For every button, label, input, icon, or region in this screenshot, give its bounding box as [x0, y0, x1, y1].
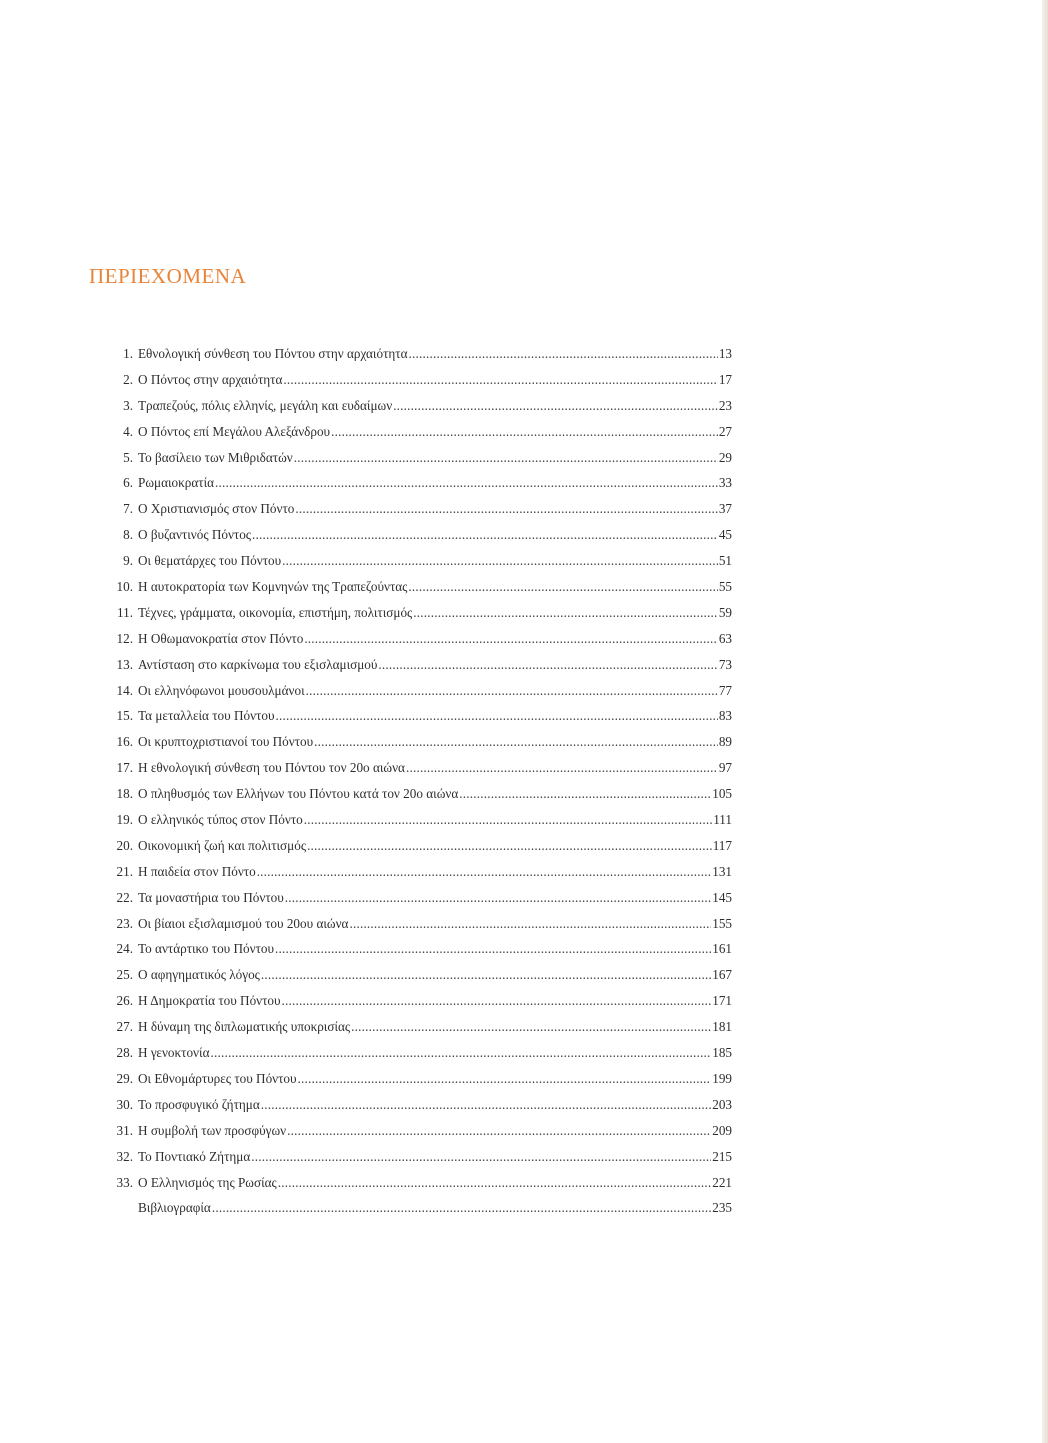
toc-leader-dots — [283, 372, 717, 388]
toc-entry — [104, 579, 732, 605]
toc-entry-page: 171 — [712, 993, 732, 1009]
toc-entry-title: Το βασίλειο των Μιθριδατών — [138, 449, 293, 465]
toc-entry — [104, 1019, 732, 1045]
toc-entry-page: 33 — [718, 475, 732, 491]
toc-leader-dots — [282, 993, 712, 1009]
toc-entry-title: Οι Εθνομάρτυρες του Πόντου — [138, 1070, 297, 1086]
toc-entry-page: 51 — [718, 553, 732, 569]
toc-entry-number: 25. — [116, 967, 133, 983]
toc-entry-page: 155 — [712, 915, 732, 931]
toc-entry-title: Η Δημοκρατία του Πόντου — [138, 993, 281, 1009]
toc-leader-dots — [210, 1045, 711, 1061]
toc-entry-page: 29 — [718, 449, 732, 465]
toc-entry-title: Ο πληθυσμός των Ελλήνων του Πόντου κατά τον 20ο αιώνα — [138, 786, 459, 802]
toc-entry-number: 31. — [116, 1122, 133, 1138]
toc-entry — [104, 967, 732, 993]
toc-entry-number: 28. — [116, 1045, 133, 1061]
toc-leader-dots — [257, 864, 712, 880]
toc-entry-number: 16. — [116, 734, 133, 750]
toc-entry — [104, 941, 732, 967]
toc-leader-dots — [275, 708, 717, 724]
toc-entry — [104, 372, 732, 398]
toc-entry-page: 105 — [712, 786, 732, 802]
toc-entry-title: Τραπεζούς, πόλις ελληνίς, μεγάλη και ευδαίμων — [138, 397, 393, 413]
toc-entry-title: Ρωμαιοκρατία — [138, 475, 215, 491]
toc-entry-page: 77 — [718, 682, 732, 698]
toc-leader-dots — [212, 1200, 711, 1216]
toc-entry-number: 26. — [116, 993, 133, 1009]
toc-entry-page: 185 — [712, 1045, 732, 1061]
toc-entry-title: Το αντάρτικο του Πόντου — [138, 941, 275, 957]
toc-entry — [104, 1123, 732, 1149]
toc-entry-page: 23 — [718, 397, 732, 413]
toc-entry — [104, 838, 732, 864]
toc-entry-number: 11. — [117, 604, 133, 620]
toc-entry-page: 37 — [718, 501, 732, 517]
toc-leader-dots — [351, 1019, 711, 1035]
toc-entry — [104, 864, 732, 890]
toc-entry — [104, 501, 732, 527]
toc-entry-title: Η εθνολογική σύνθεση του Πόντου τον 20ο αιώνα — [138, 760, 405, 776]
toc-entry — [104, 631, 732, 657]
toc-leader-dots — [349, 916, 711, 932]
toc-entry — [104, 553, 732, 579]
toc-leader-dots — [406, 760, 718, 776]
toc-entry-page: 215 — [712, 1148, 732, 1164]
toc-entry-title: Το προσφυγικό ζήτημα — [138, 1096, 260, 1112]
toc-entry — [104, 398, 732, 424]
toc-entry-page: 209 — [712, 1122, 732, 1138]
page-edge — [1042, 0, 1048, 1443]
toc-entry-number: 14. — [116, 682, 133, 698]
toc-entry-title: Οι θεματάρχες του Πόντου — [138, 553, 282, 569]
toc-entry-title: Η συμβολή των προσφύγων — [138, 1122, 287, 1138]
toc-entry-title: Εθνολογική σύνθεση του Πόντου στην αρχαιότητα — [138, 346, 408, 361]
toc-leader-dots — [413, 605, 718, 621]
toc-entry-title: Η δύναμη της διπλωματικής υποκρισίας — [138, 1019, 351, 1035]
toc-leader-dots — [314, 734, 718, 750]
toc-entry — [104, 450, 732, 476]
toc-entry-number: 15. — [116, 708, 133, 724]
toc-entry — [104, 760, 732, 786]
toc-entry — [104, 346, 732, 372]
toc-entry — [104, 1149, 732, 1175]
toc-entry-title: Τα μεταλλεία του Πόντου — [138, 708, 275, 724]
toc-entry-title: Οι βίαιοι εξισλαμισμού του 20ου αιώνα — [138, 915, 349, 931]
toc-entry-number: 12. — [116, 630, 133, 646]
toc-leader-dots — [393, 398, 718, 414]
toc-leader-dots — [408, 579, 717, 595]
toc-entry — [104, 657, 732, 683]
toc-entry-title: Η Οθωμανοκρατία στον Πόντο — [138, 630, 304, 646]
toc-leader-dots — [295, 501, 717, 517]
toc-entry-page: 199 — [712, 1070, 732, 1086]
toc-entry-number: 30. — [116, 1096, 133, 1112]
toc-leader-dots — [408, 346, 717, 362]
toc-entry-page: 27 — [718, 423, 732, 439]
toc-entry-number: 23. — [116, 915, 133, 931]
toc-entry-page: 97 — [718, 760, 732, 776]
toc-entry-page: 89 — [718, 734, 732, 750]
toc-entry-page: 131 — [712, 863, 732, 879]
toc-entry — [104, 605, 732, 631]
toc-leader-dots — [294, 450, 718, 466]
toc-leader-dots — [459, 786, 711, 802]
toc-entry-number: 3. — [123, 397, 133, 413]
toc-entry-number: 22. — [116, 889, 133, 905]
toc-entry-title: Τα μοναστήρια του Πόντου — [138, 889, 284, 905]
toc-entry-title: Αντίσταση στο καρκίνωμα του εξισλαμισμού — [138, 656, 378, 672]
toc-entry — [104, 683, 732, 709]
toc-entry-page: 45 — [718, 527, 732, 543]
toc-leader-dots — [331, 424, 718, 440]
toc-entry-number: 8. — [123, 527, 133, 543]
toc-entry — [104, 1097, 732, 1123]
toc-entry-page: 235 — [712, 1200, 732, 1216]
toc-leader-dots — [252, 527, 718, 543]
toc-entry-page: 111 — [713, 812, 732, 828]
toc-entry-number: 20. — [116, 837, 133, 853]
toc-entry-number: 9. — [123, 553, 133, 569]
toc-entry — [104, 708, 732, 734]
toc-entry-number: 13. — [116, 656, 133, 672]
toc-entry-page: 59 — [718, 604, 732, 620]
toc-leader-dots — [278, 1175, 711, 1191]
toc-leader-dots — [251, 1149, 711, 1165]
toc-entry-page: 167 — [712, 967, 732, 983]
toc-entry-title: Η γενοκτονία — [138, 1045, 210, 1061]
toc-entry — [104, 1200, 732, 1226]
toc-entry-page: 203 — [712, 1096, 732, 1112]
toc-entry-number: 33. — [116, 1174, 133, 1190]
toc-leader-dots — [378, 657, 717, 673]
toc-entry-page: 145 — [712, 889, 732, 905]
toc-entry-page: 221 — [712, 1174, 732, 1190]
toc-entry-title: Οι ελληνόφωνοι μουσουλμάνοι — [138, 682, 305, 698]
toc-leader-dots — [287, 1123, 711, 1139]
toc-entry — [104, 786, 732, 812]
toc-entry-title: Ο Πόντος επί Μεγάλου Αλεξάνδρου — [138, 423, 331, 439]
toc-entry-number: 10. — [116, 579, 133, 595]
toc-entry-page: 161 — [712, 941, 732, 957]
toc-entry-number: 27. — [116, 1019, 133, 1035]
toc-entry — [104, 890, 732, 916]
toc-leader-dots — [304, 631, 718, 647]
toc-entry-title: Το Ποντιακό Ζήτημα — [138, 1148, 251, 1164]
toc-entry-title: Η αυτοκρατορία των Κομνηνών της Τραπεζούντας — [138, 579, 408, 595]
toc-entry-number: 29. — [116, 1070, 133, 1086]
toc-entry — [104, 475, 732, 501]
toc-entry-number: 18. — [116, 786, 133, 802]
toc-entry — [104, 1175, 732, 1201]
toc-entry-title: Τέχνες, γράμματα, οικονομία, επιστήμη, πολιτισμός — [138, 604, 413, 620]
toc-entry-number: 24. — [116, 941, 133, 957]
toc-entry-page: 17 — [718, 371, 732, 387]
toc-entry-page: 117 — [712, 837, 732, 853]
toc-entry-number: 32. — [116, 1148, 133, 1164]
toc-entry — [104, 1071, 732, 1097]
page-title: ΠΕΡΙΕΧΟΜΕΝΑ — [89, 264, 247, 288]
toc-entry-page: 55 — [718, 579, 732, 595]
table-of-contents — [104, 346, 732, 1226]
toc-entry — [104, 993, 732, 1019]
toc-leader-dots — [261, 1097, 711, 1113]
toc-entry-number: 4. — [123, 423, 133, 439]
toc-entry-page: 13 — [718, 346, 732, 361]
toc-entry-number: 2. — [123, 371, 133, 387]
toc-leader-dots — [275, 941, 711, 957]
toc-entry-number: 1. — [123, 346, 133, 361]
toc-entry-number: 21. — [116, 863, 133, 879]
toc-entry — [104, 812, 732, 838]
toc-leader-dots — [304, 812, 712, 828]
toc-leader-dots — [282, 553, 718, 569]
toc-entry — [104, 734, 732, 760]
toc-entry-title: Ο Χριστιανισμός στον Πόντο — [138, 501, 295, 517]
toc-entry-title: Ο Πόντος στην αρχαιότητα — [138, 371, 283, 387]
toc-entry-page: 181 — [712, 1019, 732, 1035]
toc-entry-page: 73 — [718, 656, 732, 672]
toc-entry-number: 5. — [123, 449, 133, 465]
toc-entry-number: 17. — [116, 760, 133, 776]
toc-entry-title: Ο αφηγηματικός λόγος — [138, 967, 260, 983]
toc-entry-number: 6. — [123, 475, 133, 491]
toc-entry-title: Ο Ελληνισμός της Ρωσίας — [138, 1174, 277, 1190]
toc-entry — [104, 916, 732, 942]
toc-leader-dots — [306, 683, 718, 699]
toc-entry-page: 83 — [718, 708, 732, 724]
toc-entry-title: Ο βυζαντινός Πόντος — [138, 527, 252, 543]
toc-leader-dots — [298, 1071, 712, 1087]
toc-leader-dots — [215, 475, 718, 491]
toc-entry-number: 19. — [116, 812, 133, 828]
toc-entry-title: Οι κρυπτοχριστιανοί του Πόντου — [138, 734, 314, 750]
toc-leader-dots — [307, 838, 712, 854]
toc-entry-number: 7. — [123, 501, 133, 517]
toc-entry — [104, 1045, 732, 1071]
toc-entry-title: Ο ελληνικός τύπος στον Πόντο — [138, 812, 303, 828]
toc-entry — [104, 424, 732, 450]
toc-entry-title: Βιβλιογραφία — [138, 1200, 211, 1216]
toc-entry — [104, 527, 732, 553]
toc-entry-title: Οικονομική ζωή και πολιτισμός — [138, 837, 307, 853]
toc-entry-page: 63 — [718, 630, 732, 646]
toc-leader-dots — [285, 890, 711, 906]
toc-leader-dots — [261, 967, 711, 983]
toc-entry-title: Η παιδεία στον Πόντο — [138, 863, 256, 879]
